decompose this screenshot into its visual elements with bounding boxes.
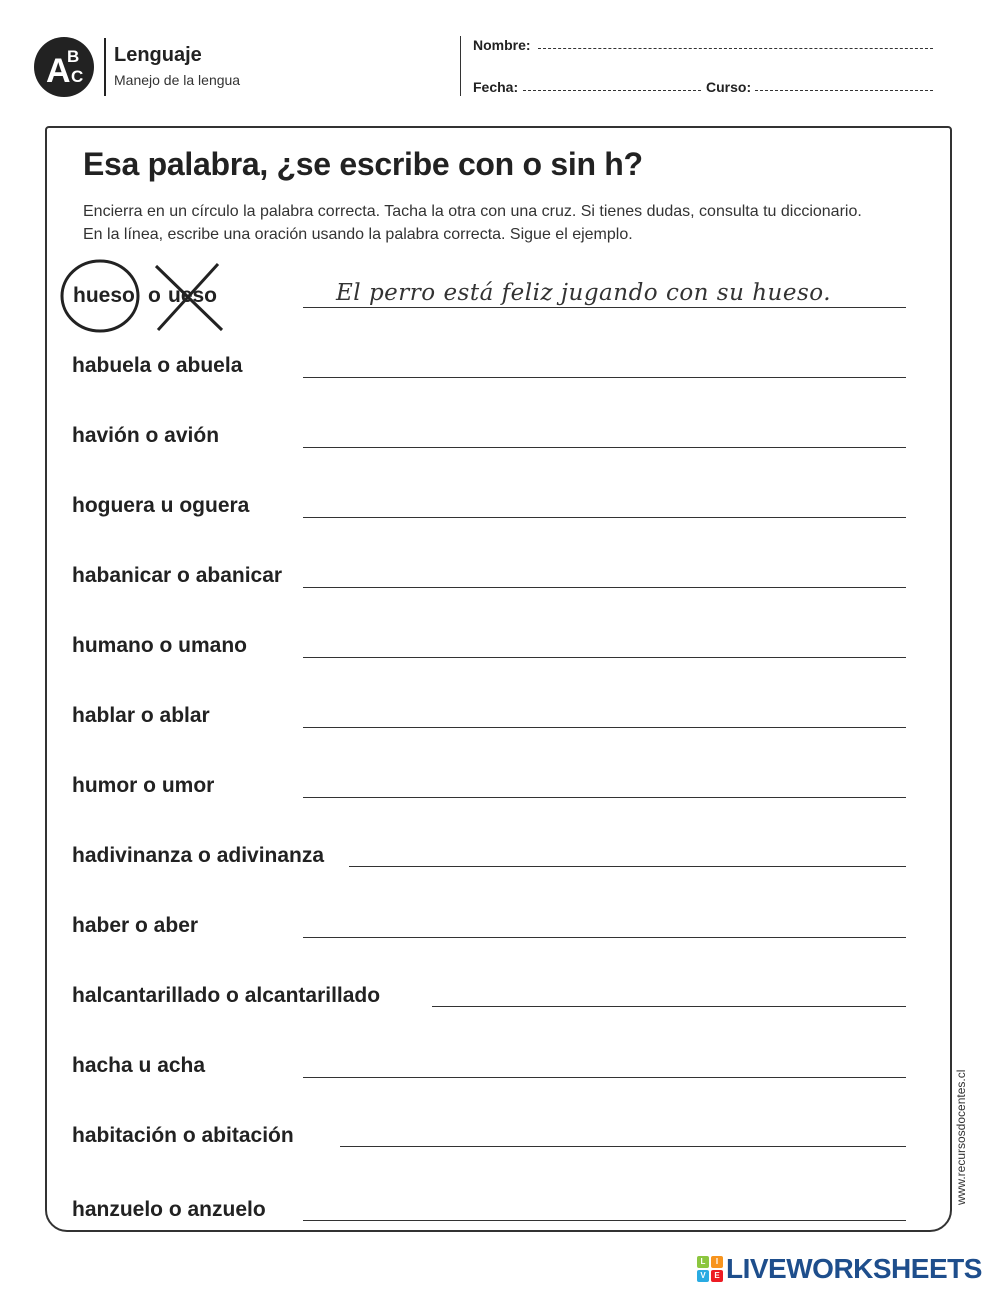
example-sentence: El perro está feliz jugando con su hueso. [336,280,832,306]
name-label: Nombre: [473,37,531,53]
item-12-answer-line[interactable] [340,1146,906,1147]
instruction-line-1: Encierra en un círculo la palabra correcta. Tacha la otra con una cruz. Si tienes dudas, consulta tu diccionario. [83,203,862,220]
item-8-label[interactable]: hadivinanza o adivinanza [72,844,325,867]
item-10-answer-line[interactable] [432,1006,906,1007]
subject-title: Lenguaje [114,44,202,66]
logo-letter-c: C [71,67,84,86]
item-2-answer-line[interactable] [303,447,906,448]
item-10-label[interactable]: halcantarillado o alcantarillado [72,984,381,1007]
example-marks [58,258,238,338]
item-3-label[interactable]: hoguera u oguera [72,494,250,517]
name-field[interactable] [538,48,933,49]
logo-letter-b: B [67,47,80,66]
example-answer-line [303,307,906,308]
header-divider [460,36,461,96]
logo-letter-a: A [46,52,71,90]
course-label: Curso: [706,79,752,95]
item-4-answer-line[interactable] [303,587,906,588]
circle-mark-icon [62,261,138,331]
item-3-answer-line[interactable] [303,517,906,518]
instruction-line-2: En la línea, escribe una oración usando la palabra correcta. Sigue el ejemplo. [83,226,633,243]
logo-tile-i: I [711,1256,723,1268]
subject-topic: Manejo de la lengua [114,72,241,88]
logo-divider [104,38,106,96]
cross-mark-icon [156,264,222,330]
item-5-answer-line[interactable] [303,657,906,658]
item-7-label[interactable]: humor o umor [72,774,215,797]
item-11-label[interactable]: hacha u acha [72,1054,206,1077]
item-6-answer-line[interactable] [303,727,906,728]
liveworksheets-logo-icon [697,1256,723,1282]
example-connector: o [148,284,161,307]
logo-tile-e: E [711,1270,723,1282]
side-credit: www.recursosdocentes.cl [954,1069,968,1205]
worksheet-title: Esa palabra, ¿se escribe con o sin h? [83,146,643,182]
brand-text: LIVEWORKSHEETS [726,1253,982,1284]
logo-tile-l: L [697,1256,709,1268]
item-11-answer-line[interactable] [303,1077,906,1078]
item-5-label[interactable]: humano o umano [72,634,247,657]
item-7-answer-line[interactable] [303,797,906,798]
item-4-label[interactable]: habanicar o abanicar [72,564,283,587]
item-13-label[interactable]: hanzuelo o anzuelo [72,1198,266,1221]
item-12-label[interactable]: habitación o abitación [72,1124,294,1147]
item-1-label[interactable]: habuela o abuela [72,354,243,377]
item-1-answer-line[interactable] [303,377,906,378]
item-6-label[interactable]: hablar o ablar [72,704,210,727]
liveworksheets-brand[interactable] [697,1253,982,1285]
abc-logo-icon [33,36,95,98]
example-correct-word: hueso [73,284,135,307]
course-field[interactable] [755,90,933,91]
item-9-answer-line[interactable] [303,937,906,938]
example-wrong-word: ueso [168,284,218,307]
item-8-answer-line[interactable] [349,866,906,867]
logo-tile-v: V [697,1270,709,1282]
date-label: Fecha: [473,79,519,95]
item-13-answer-line[interactable] [303,1220,906,1221]
date-field[interactable] [523,90,701,91]
item-9-label[interactable]: haber o aber [72,914,199,937]
item-2-label[interactable]: havión o avión [72,424,220,447]
